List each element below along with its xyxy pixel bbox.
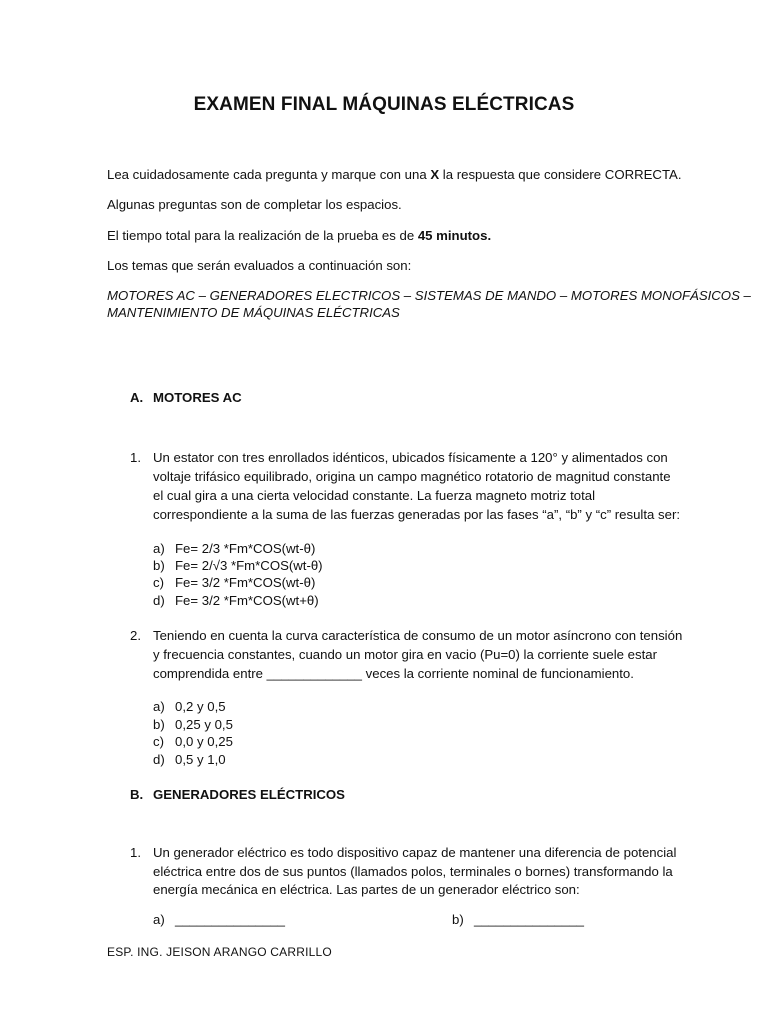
option-a1-b-letter[interactable]: b) [153,558,165,573]
option-a2-a-letter[interactable]: a) [153,699,165,714]
question-a2-number: 2. [130,628,141,643]
instruction-line-1: Lea cuidadosamente cada pregunta y marque con una X la respuesta que considere CORRECTA. [107,167,682,182]
question-b1-number: 1. [130,845,141,860]
option-a1-a-text: Fe= 2/3 *Fm*COS(wt-θ) [175,541,316,556]
option-a1-d-text: Fe= 3/2 *Fm*COS(wt+θ) [175,593,319,608]
instruction-line-3: El tiempo total para la realización de la prueba es de 45 minutos. [107,228,492,243]
option-a2-c-letter[interactable]: c) [153,734,164,749]
option-a2-b-letter[interactable]: b) [153,717,165,732]
option-a2-a-text: 0,2 y 0,5 [175,699,226,714]
topics-line-2: MANTENIMIENTO DE MÁQUINAS ELÉCTRICAS [107,305,400,320]
option-a1-d-letter[interactable]: d) [153,593,165,608]
option-a2-d-letter[interactable]: d) [153,752,165,767]
question-b1-line: energía mecánica en eléctrica. Las partes de un generador eléctrico son: [153,882,580,897]
exam-duration: 45 minutos. [417,228,492,243]
section-a-title: MOTORES AC [153,390,242,405]
question-a1-number: 1. [130,450,141,465]
question-a1-line: Un estator con tres enrollados idénticos, ubicados físicamente a 120° y alimentados con [153,450,668,465]
section-b-letter: B. [130,787,144,802]
option-a1-b-text: Fe= 2/√3 *Fm*COS(wt-θ) [175,558,323,573]
option-a2-d-text: 0,5 y 1,0 [175,752,226,767]
option-a1-c-letter[interactable]: c) [153,575,164,590]
footer-author: ESP. ING. JEISON ARANGO CARRILLO [107,945,332,959]
question-b1-line: eléctrica entre dos de sus puntos (llamados polos, terminales o bornes) transformando la [153,864,673,879]
instruction-x-mark: X [430,167,440,182]
option-a2-b-text: 0,25 y 0,5 [175,717,233,732]
question-a2-line: Teniendo en cuenta la curva característica de consumo de un motor asíncrono con tensión [153,628,683,643]
blank-b-letter: b) [452,912,464,927]
section-a-letter: A. [130,390,144,405]
question-a1-line: voltaje trifásico equilibrado, origina un campo magnético rotatorio de magnitud constante [153,469,671,484]
page-title: EXAMEN FINAL MÁQUINAS ELÉCTRICAS [193,94,575,115]
section-b-title: GENERADORES ELÉCTRICOS [153,787,345,802]
instruction-line-2: Algunas preguntas son de completar los espacios. [107,197,402,212]
topics-line-1: MOTORES AC – GENERADORES ELECTRICOS – SISTEMAS DE MANDO – MOTORES MONOFÁSICOS – [107,288,751,303]
instruction-line-4: Los temas que serán evaluados a continuación son: [107,258,412,273]
option-a1-a-letter[interactable]: a) [153,541,165,556]
question-a1-line: el cual gira a una cierta velocidad constante. La fuerza magneto motriz total [153,488,596,503]
option-a2-c-text: 0,0 y 0,25 [175,734,233,749]
blank-b-field[interactable]: _______________ [474,912,585,927]
blank-a-letter: a) [153,912,165,927]
question-a1-line: correspondiente a la suma de las fuerzas generadas por las fases “a”, “b” y “c” resulta ser: [153,507,681,522]
question-a2-line: y frecuencia constantes, cuando un motor gira en vacio (Pu=0) la corriente suele estar [153,647,657,662]
question-a2-line: comprendida entre _____________ veces la corriente nominal de funcionamiento. [153,666,634,681]
option-a1-c-text: Fe= 3/2 *Fm*COS(wt-θ) [175,575,316,590]
blank-a-field[interactable]: _______________ [175,912,286,927]
question-b1-line: Un generador eléctrico es todo dispositivo capaz de mantener una diferencia de potencial [153,845,677,860]
